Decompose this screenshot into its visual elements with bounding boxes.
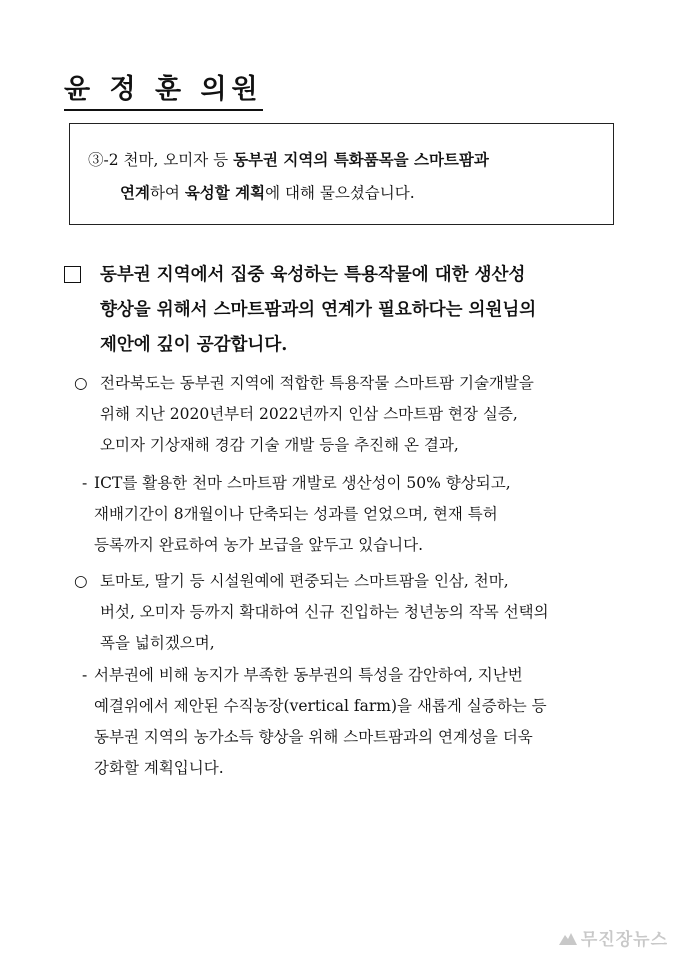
- question-mid: 하여: [149, 184, 185, 202]
- question-bold-2: 연계: [120, 183, 150, 202]
- paragraph-line: 강화할 계획입니다.: [94, 759, 224, 777]
- paragraph-line: 예결위에서 제안된 수직농장(vertical farm)을 새롭게 실증하는 등: [94, 697, 547, 715]
- paragraph-line: 버섯, 오미자 등까지 확대하여 신규 진입하는 청년농의 작목 선택의: [100, 603, 549, 621]
- question-prefix: ③-2 천마, 오미자 등: [88, 151, 234, 169]
- page-title: 윤 정 훈 의원: [64, 72, 263, 111]
- question-suffix: 에 대해 물으셨습니다.: [265, 184, 415, 202]
- paragraph-line: 동부권 지역의 농가소득 향상을 위해 스마트팜과의 연계성을 더욱: [94, 728, 533, 746]
- question-line-1: [88, 143, 489, 177]
- question-line-2: [120, 176, 415, 210]
- question-bold-1: 동부권 지역의 특화품목을 스마트팜과: [233, 150, 489, 169]
- section-line: 제안에 깊이 공감합니다.: [100, 335, 288, 355]
- section-line: 동부권 지역에서 집중 육성하는 특용작물에 대한 생산성: [100, 265, 526, 285]
- paragraph-line: 위해 지난 2020년부터 2022년까지 인삼 스마트팜 현장 실증,: [100, 405, 518, 423]
- paragraph-line: 토마토, 딸기 등 시설원예에 편중되는 스마트팜을 인삼, 천마,: [100, 572, 509, 590]
- checkbox-square-icon: [64, 266, 81, 283]
- mountain-icon: [559, 931, 577, 945]
- paragraph-line: 재배기간이 8개월이나 단축되는 성과를 얻었으며, 현재 특허: [94, 505, 498, 523]
- watermark-text: 무진장뉴스: [580, 930, 668, 950]
- question-bold-3: 육성할 계획: [184, 183, 266, 202]
- dash-bullet: -: [82, 474, 88, 492]
- paragraph-line: 등록까지 완료하여 농가 보급을 앞두고 있습니다.: [94, 536, 424, 554]
- section-line: 향상을 위해서 스마트팜과의 연계가 필요하다는 의원님의: [100, 300, 537, 320]
- paragraph-line: 전라북도는 동부권 지역에 적합한 특용작물 스마트팜 기술개발을: [100, 374, 534, 392]
- paragraph-line: 오미자 기상재해 경감 기술 개발 등을 추진해 온 결과,: [100, 436, 459, 454]
- circle-bullet: ○: [74, 572, 88, 590]
- dash-bullet: -: [82, 666, 88, 684]
- question-box: [69, 123, 614, 225]
- paragraph-line: 폭을 넓히겠으며,: [100, 634, 215, 652]
- circle-bullet: ○: [74, 374, 88, 392]
- paragraph-line: ICT를 활용한 천마 스마트팜 개발로 생산성이 50% 향상되고,: [94, 474, 511, 492]
- watermark: [559, 925, 668, 950]
- paragraph-line: 서부권에 비해 농지가 부족한 동부권의 특성을 감안하여, 지난번: [94, 666, 523, 684]
